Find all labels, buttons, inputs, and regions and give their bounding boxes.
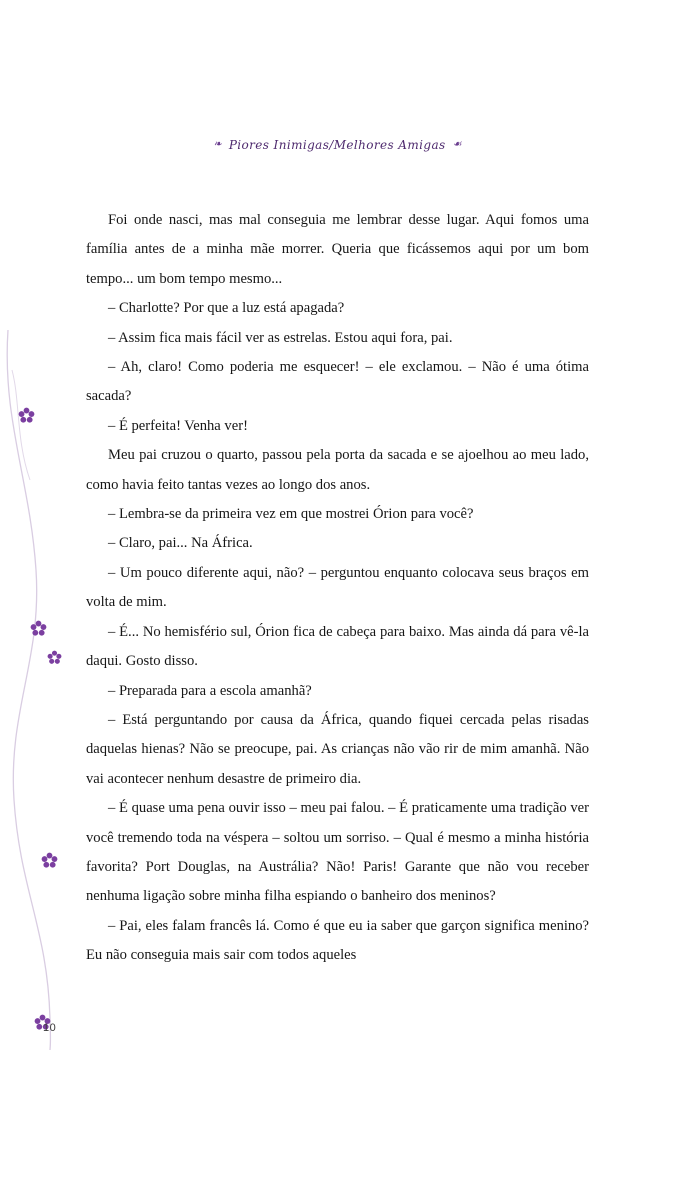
page-number: 10 <box>43 1022 57 1034</box>
paragraph: – Lembra-se da primeira vez em que mostrei Órion para você? <box>108 506 474 523</box>
paragraph: Foi onde nasci, mas mal conseguia me lembrar desse lugar. Aqui fomos uma família antes de a minha mãe morrer. Queria que ficássemos aqui por um bom tempo... um bom tempo mesmo... <box>86 212 589 287</box>
paragraph: – Ah, claro! Como poderia me esquecer! – ele exclamou. – Não é uma ótima sacada? <box>86 359 589 405</box>
body-text <box>86 206 589 971</box>
paragraph: – Assim fica mais fácil ver as estrelas. Estou aqui fora, pai. <box>108 329 453 346</box>
running-head-title: Piores Inimigas/Melhores Amigas <box>228 138 446 152</box>
flower-ornament <box>18 407 35 424</box>
vine-decoration <box>0 330 70 1050</box>
ornament-left-icon: ❧ <box>213 139 222 150</box>
flower-ornament <box>30 620 47 637</box>
paragraph: – É... No hemisfério sul, Órion fica de cabeça para baixo. Mas ainda dá para vê-la daqui. Gosto disso. <box>86 623 589 670</box>
paragraph: – Preparada para a escola amanhã? <box>108 682 312 699</box>
flower-ornament <box>41 852 58 869</box>
paragraph: – Está perguntando por causa da África, quando fiquei cercada pelas risadas daquelas hienas? Não se preocupe, pai. As crianças não vão rir de mim amanhã. Não vai acontecer nenhum desastre de primeiro dia. <box>86 711 589 787</box>
paragraph: – Pai, eles falam francês lá. Como é que eu ia saber que garçon significa menino? Eu não conseguia mais sair com todos aqueles <box>86 917 589 964</box>
flower-ornament <box>47 650 62 665</box>
paragraph: Meu pai cruzou o quarto, passou pela porta da sacada e se ajoelhou ao meu lado, como havia feito tantas vezes ao longo dos anos. <box>86 447 589 493</box>
paragraph: – É perfeita! Venha ver! <box>108 417 248 434</box>
paragraph: – Claro, pai... Na África. <box>108 535 253 552</box>
paragraph: – É quase uma pena ouvir isso – meu pai falou. – É praticamente uma tradição ver você tremendo toda na véspera – soltou um sorriso. – Qual é mesmo a minha história favorita? Port Douglas, na Austrália? Não! Paris! Garante que não vou receber nenhuma ligação sobre minha filha espiando o banheiro dos meninos? <box>86 800 589 905</box>
ornament-right-icon: ☙ <box>452 139 462 150</box>
running-head <box>0 138 675 152</box>
paragraph: – Charlotte? Por que a luz está apagada? <box>108 300 345 317</box>
paragraph: – Um pouco diferente aqui, não? – perguntou enquanto colocava seus braços em volta de mim. <box>86 564 589 611</box>
